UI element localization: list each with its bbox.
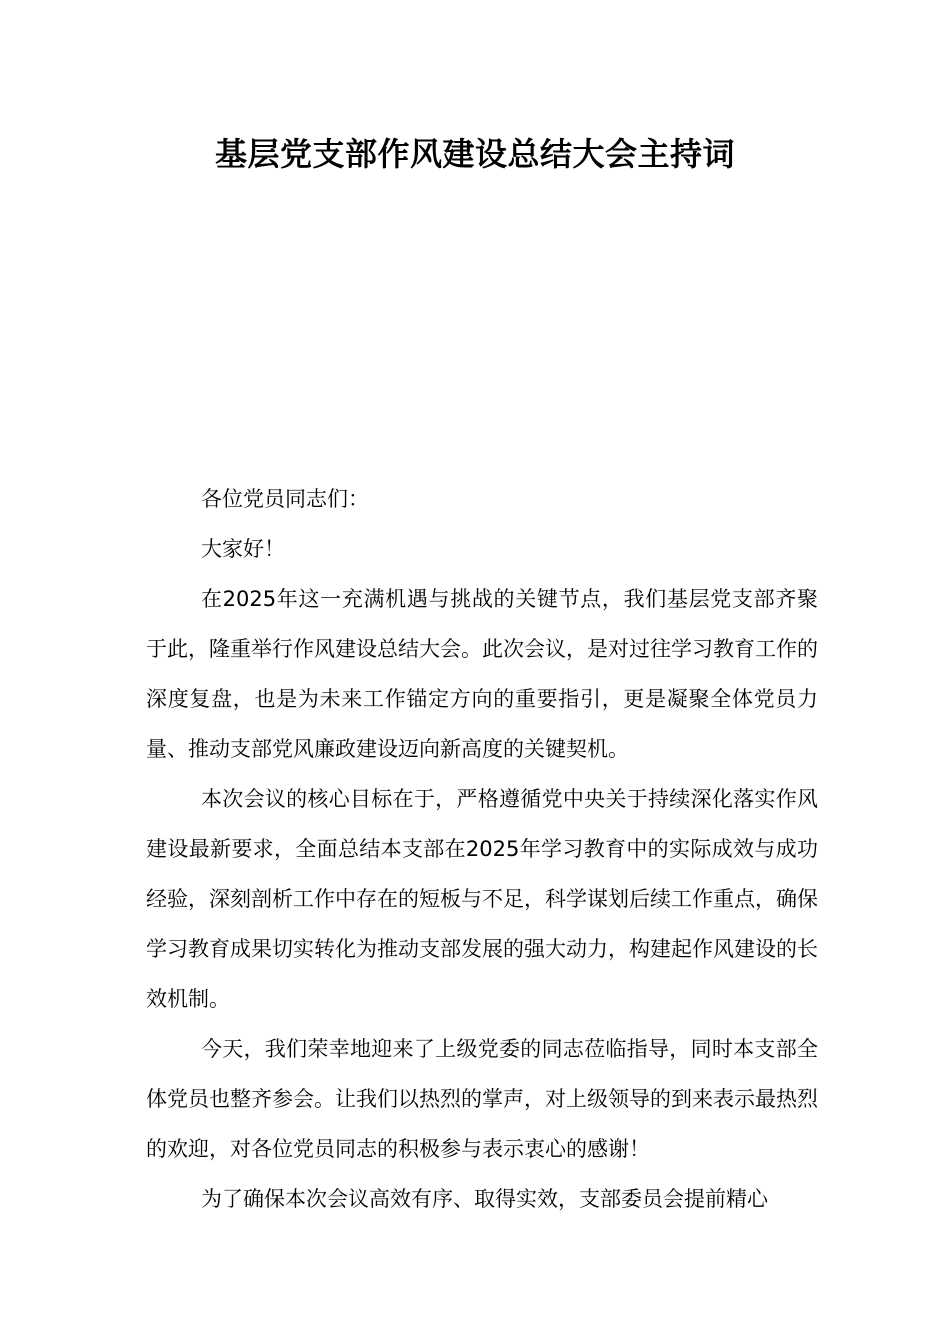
paragraph-welcome: 今天，我们荣幸地迎来了上级党委的同志莅临指导，同时本支部全体党员也整齐参会。让我们以热烈的掌声，对上级领导的到来表示最热烈的欢迎，对各位党员同志的积极参与表示衷心的感谢！ — [146, 1037, 818, 1161]
paragraph-arrangement: 为了确保本次会议高效有序、取得实效，支部委员会提前精心 — [201, 1187, 768, 1211]
document-body — [146, 474, 818, 1224]
paragraph-salutation: 各位党员同志们： — [201, 487, 369, 511]
paragraph-objective: 本次会议的核心目标在于，严格遵循党中央关于持续深化落实作风建设最新要求，全面总结本支部在2025年学习教育中的实际成效与成功经验，深刻剖析工作中存在的短板与不足，科学谋划后续工作重点，确保学习教育成果切实转化为推动支部发展的强大动力，构建起作风建设的长效机制。 — [146, 787, 818, 1011]
paragraph-greeting: 大家好！ — [201, 537, 285, 561]
paragraph-opening: 在2025年这一充满机遇与挑战的关键节点，我们基层党支部齐聚于此，隆重举行作风建设总结大会。此次会议，是对过往学习教育工作的深度复盘，也是为未来工作锚定方向的重要指引，更是凝聚全体党员力量、推动支部党风廉政建设迈向新高度的关键契机。 — [146, 587, 818, 761]
document-title: 基层党支部作风建设总结大会主持词 — [214, 135, 735, 173]
